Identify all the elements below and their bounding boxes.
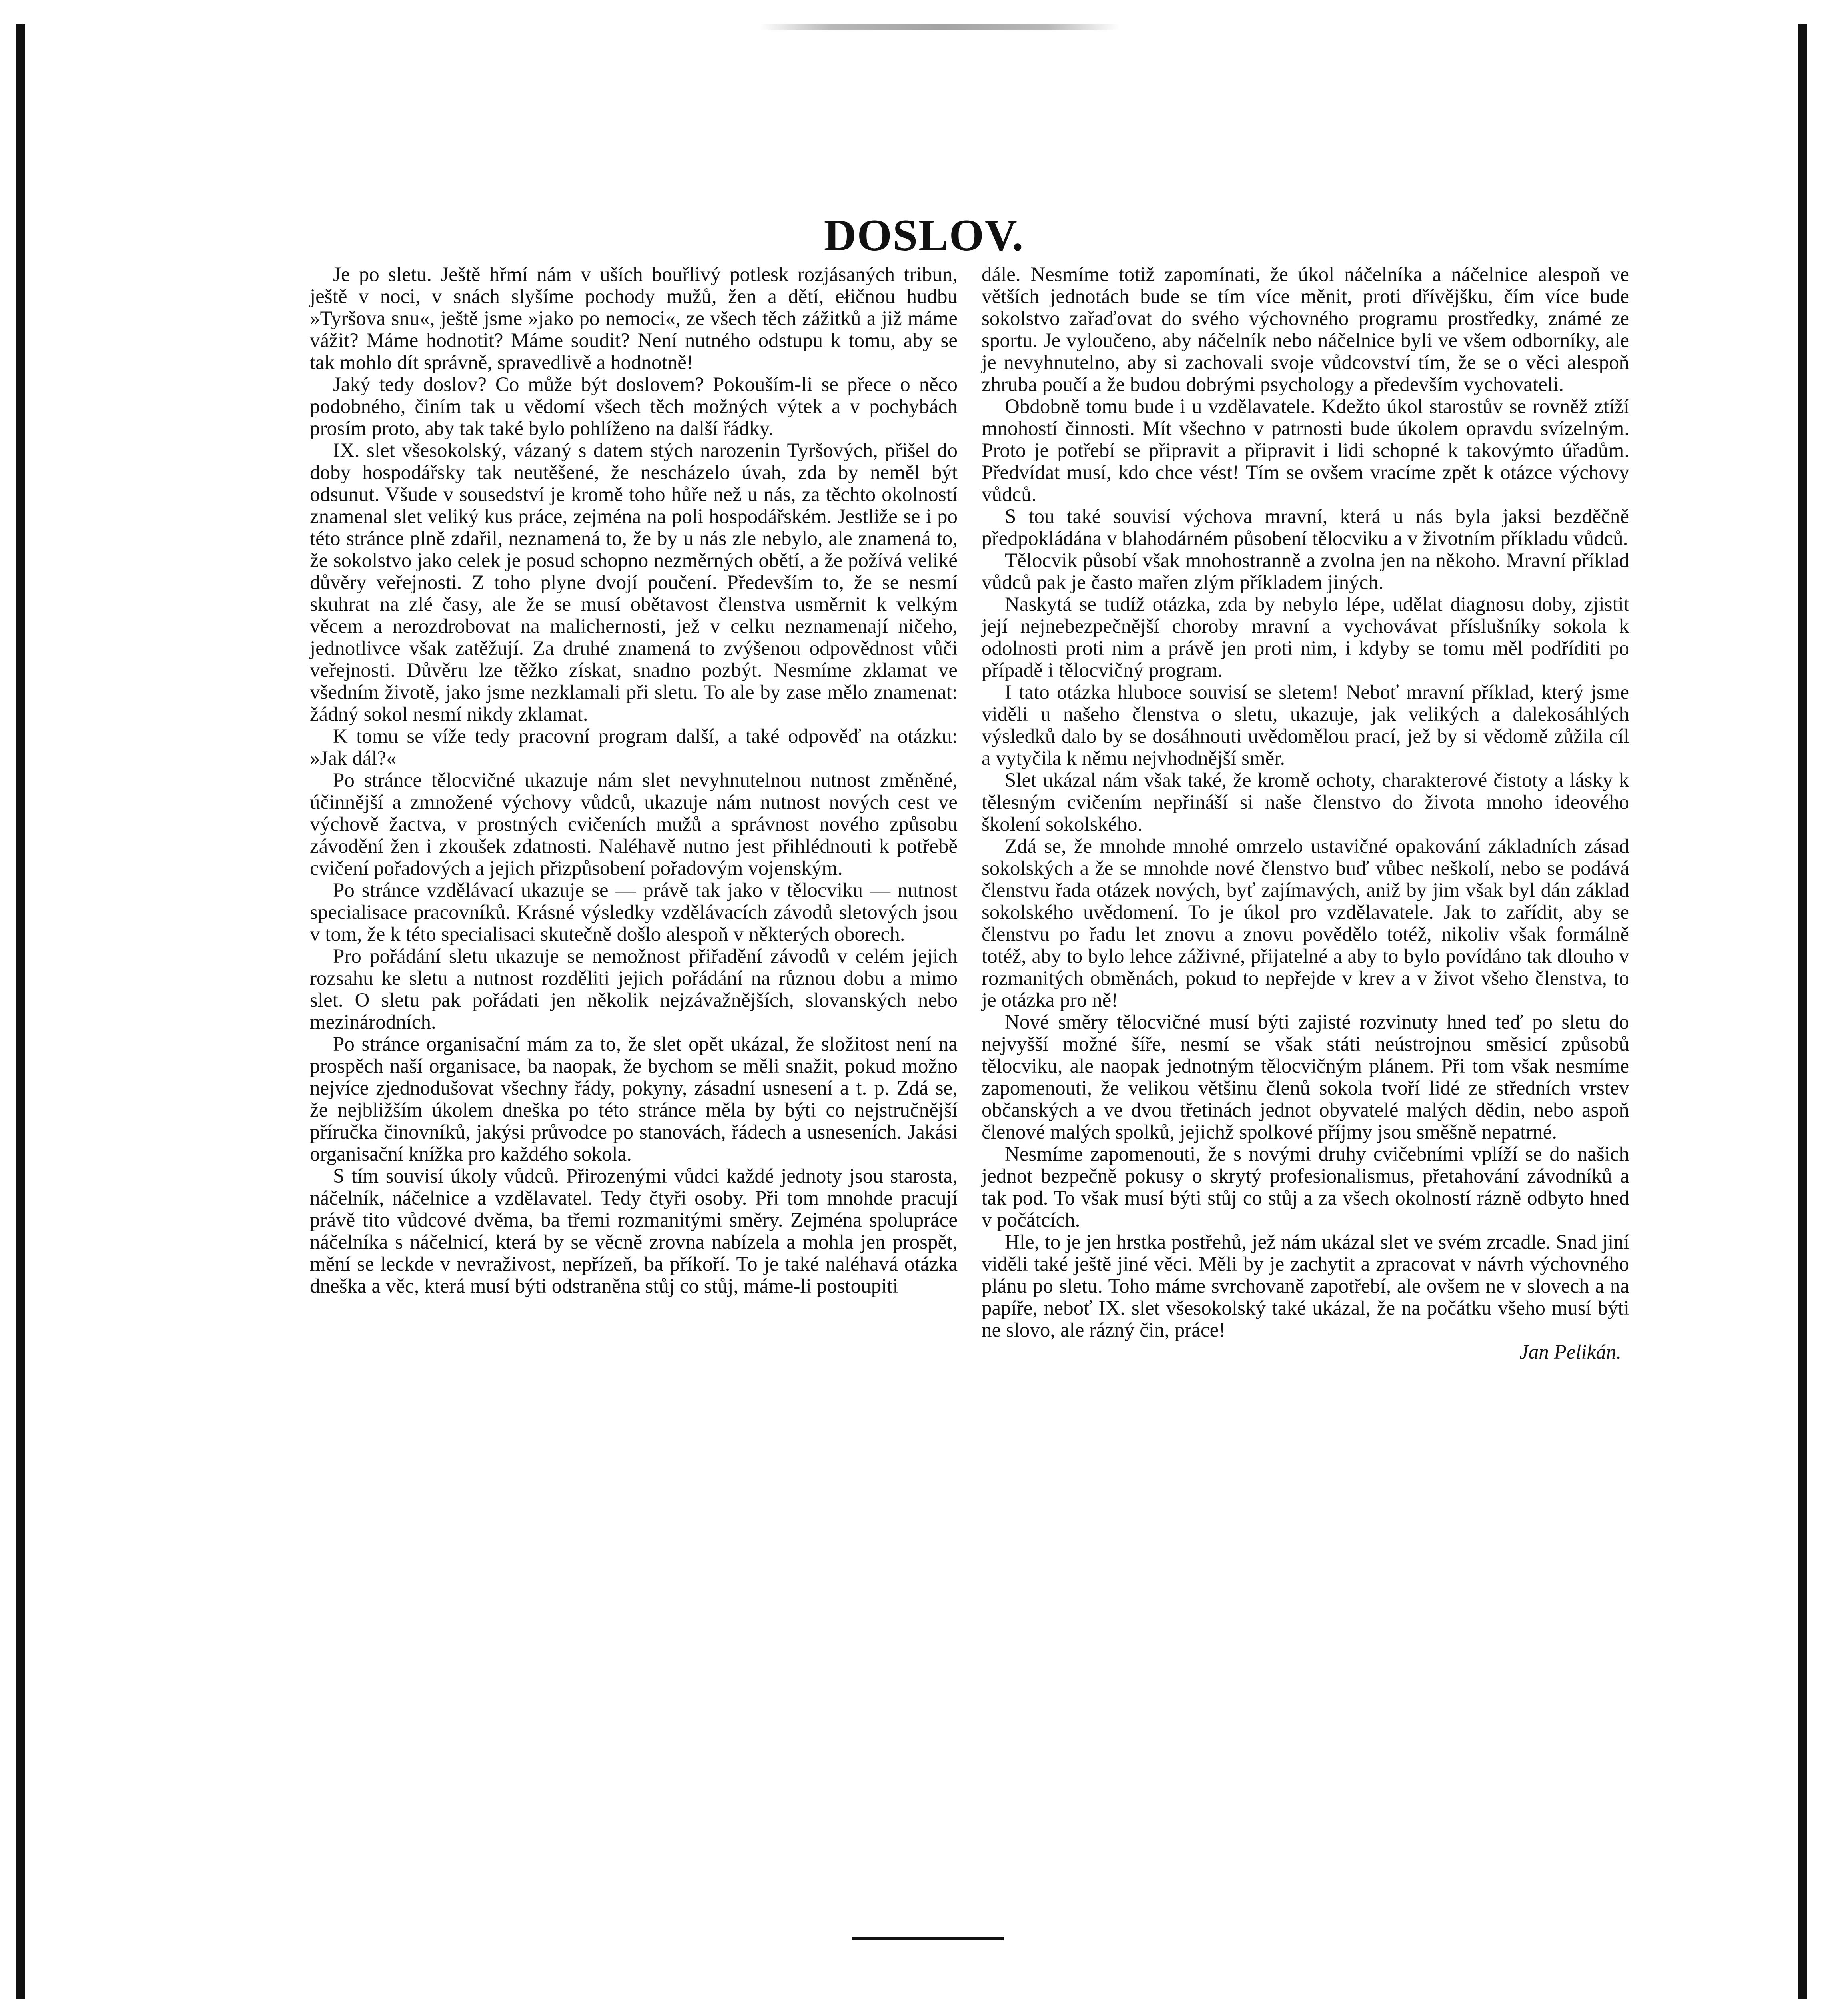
paragraph: Naskytá se tudíž otázka, zda by nebylo lépe, udělat diagnosu doby, zjistit její nejnebezpečnější choroby mravní a vychovávat příslušníky sokola k odolnosti proti nim a právě jen proti nim, i kdyby se tomu měl podříditi po případě i tělocvičný program. — [982, 593, 1629, 682]
left-column — [310, 264, 958, 1297]
paragraph: K tomu se víže tedy pracovní program další, a také odpověď na otázku: »Jak dál?« — [310, 725, 958, 770]
right-column — [982, 264, 1629, 1363]
paragraph: Nesmíme zapomenouti, že s novými druhy cvičebními vplíží se do našich jednot bezpečně pokusy o skrytý profesionalismus, přetahování závodníků a tak pod. To však musí býti stůj co stůj a za všech okolností rázně odbyto hned v počátcích. — [982, 1143, 1629, 1231]
paragraph: Zdá se, že mnohde mnohé omrzelo ustavičné opakování základních zásad sokolských a že se mnohde nové členstvo buď vůbec neškolí, nebo se podává členstvu řada otázek nových, byť zajímavých, aniž by jim však byl dán základ sokolského uvědomení. To je úkol pro vzdělavatele. Jak to zařídit, aby se členstvu po řadu let znovu a znovu povědělo totéž, nikoliv však formálně totéž, aby to bylo lehce záživné, přijatelné a aby to bylo povídáno tak dlouho v rozmanitých obměnách, pokud to nepřejde v krev a v život všeho členstva, to je otázka pro ně! — [982, 835, 1629, 1011]
paragraph: Tělocvik působí však mnohostranně a zvolna jen na někoho. Mravní příklad vůdců pak je často mařen zlým příkladem jiných. — [982, 549, 1629, 594]
paragraph: Po stránce tělocvičné ukazuje nám slet nevyhnutelnou nutnost změněné, účinnější a zmnožené výchovy vůdců, ukazuje nám nutnost nových cest ve výchově žactva, v prostných cvičeních mužů a správnost nového způsobu závodění žen i zkoušek zdatnosti. Naléhavě nutno jest přihlédnouti k potřebě cvičení pořadových a jejich přizpůsobení pořadovým vojenským. — [310, 769, 958, 880]
paragraph: Po stránce organisační mám za to, že slet opět ukázal, že složitost není na prospěch naší organisace, ba naopak, že bychom se měli snažit, pokud možno nejvíce zjednodušovat všechny řády, pokyny, zásadní usnesení a t. p. Zdá se, že nejbližším úkolem dneška po této stránce měla by býti co nejstručnější příručka činovníků, jakýsi průvodce po stanovách, řádech a usneseních. Jakási organisační knížka pro každého sokola. — [310, 1033, 958, 1165]
paragraph: Jaký tedy doslov? Co může být doslovem? Pokouším-li se přece o něco podobného, činím tak u vědomí všech těch možných výtek a v pochybách prosím proto, aby tak také bylo pohlíženo na další řádky. — [310, 373, 958, 440]
paragraph: Slet ukázal nám však také, že kromě ochoty, charakterové čistoty a lásky k tělesným cvičením nepřináší si naše členstvo do života mnoho ideového školení sokolského. — [982, 769, 1629, 836]
section-divider — [852, 1937, 1004, 1940]
page-title: DOSLOV. — [824, 211, 1024, 261]
paragraph: Pro pořádání sletu ukazuje se nemožnost přiřadění závodů v celém jejich rozsahu ke sletu a nutnost rozděliti jejich pořádání na různou dobu a mimo slet. O sletu pak pořádati jen několik nejzávažnějších, slovanských nebo mezinárodních. — [310, 945, 958, 1033]
paragraph: dále. Nesmíme totiž zapomínati, že úkol náčelníka a náčelnice alespoň ve větších jednotách bude se tím více měnit, proti dřívějšku, čím více bude sokolstvo zařaďovat do svého výchovného programu prostředky, známé ze sportu. Je vyloučeno, aby náčelník nebo náčelnice byli ve všem odborníky, ale je nevyhnutelno, aby si zachovali svoje vůdcovství tím, že se o věci alespoň zhruba poučí a že budou dobrými psychology a především vychovateli. — [982, 263, 1629, 396]
paragraph: Hle, to je jen hrstka postřehů, jež nám ukázal slet ve svém zrcadle. Snad jiní viděli také ještě jiné věci. Měli by je zachytit a zpracovat v návrh výchovného plánu po sletu. Toho máme svrchovaně zapotřebí, ale ovšem ne v slovech a na papíře, neboť IX. slet všesokolský také ukázal, že na počátku všeho musí býti ne slovo, ale rázný čin, práce! — [982, 1231, 1629, 1341]
paragraph: S tou také souvisí výchova mravní, která u nás byla jaksi bezděčně předpokládána v blahodárném působení tělocviku a v životním příkladu vůdců. — [982, 505, 1629, 550]
paragraph: Obdobně tomu bude i u vzdělavatele. Kdežto úkol starostův se rovněž ztíží mnohostí činnosti. Mít všechno v patrnosti bude úkolem opravdu svízelným. Proto je potřebí se připravit a připravit i lidi schopné k takovýmto úřadům. Předvídat musí, kdo chce vést! Tím se ovšem vracíme zpět k otázce výchovy vůdců. — [982, 395, 1629, 506]
paragraph: Po stránce vzdělávací ukazuje se — právě tak jako v tělocviku — nutnost specialisace pracovníků. Krásné výsledky vzdělávacích závodů sletových jsou v tom, že k této specialisaci skutečně došlo alespoň v některých oborech. — [310, 879, 958, 946]
paragraph: S tím souvisí úkoly vůdců. Přirozenými vůdci každé jednoty jsou starosta, náčelník, náčelnice a vzdělavatel. Tedy čtyři osoby. Při tom mnohde pracují právě tito vůdcové dvěma, ba třemi rozmanitými směry. Zejména spolupráce náčelníka s náčelnicí, která by se věcně zrovna nabízela a mohla jen prospět, mění se leckde v nevraživost, nepřízeň, ba příkoří. To je také naléhavá otázka dneška a věc, která musí býti odstraněna stůj co stůj, máme-li postoupiti — [310, 1165, 958, 1297]
paragraph: I tato otázka hluboce souvisí se sletem! Neboť mravní příklad, který jsme viděli u našeho členstva o sletu, ukazuje, jak velikých a dalekosáhlých výsledků dalo by se dosáhnouti uvědomělou prací, jež by si vědomě zůžila cíl a vytyčila k němu nejvhodnější směr. — [982, 681, 1629, 770]
author-signature: Jan Pelikán. — [1519, 1341, 1621, 1363]
paragraph: Je po sletu. Ještě hřmí nám v uších bouřlivý potlesk rozjásaných tribun, ještě v noci, v snách slyšíme pochody mužů, žen a dětí, ełičnou hudbu »Tyršova snu«, ještě jsme »jako po nemoci«, ze všech těch zážitků a již máme vážit? Máme hodnotit? Máme soudit? Není nutného odstupu k tomu, aby se tak mohlo dít správně, spravedlivě a hodnotně! — [310, 263, 958, 374]
paragraph: IX. slet všesokolský, vázaný s datem stých narozenin Tyršových, přišel do doby hospodářsky tak neutěšené, že nescházelo úvah, zda by neměl být odsunut. Všude v sousedství je kromě toho hůře než u nás, za těchto okolností znamenal slet veliký kus práce, zejména na poli hospodářském. Jestliže se i po této stránce plně zdařil, neznamená to, že by u nás zle nebylo, ale znamená to, že sokolstvo jako celek je posud schopno nezměrných obětí, a že požívá veliké důvěry veřejnosti. Z toho plyne dvojí poučení. Především to, že se nesmí skuhrat na zlé časy, ale že se musí obětavost členstva usměrnit k velkým věcem a nerozdrobovat na malichernosti, jež v celku neznamenají ničeho, jednotlivce však zatěžují. Za druhé znamená to zvýšenou odpovědnost vůči veřejnosti. Důvěru lze těžko získat, snadno pozbýt. Nesmíme zklamat ve všedním životě, jako jsme nezklamali při sletu. To ale by zase mělo znamenat: žádný sokol nesmí nikdy zklamat. — [310, 439, 958, 726]
scan-smudge — [760, 24, 1120, 30]
paragraph: Nové směry tělocvičné musí býti zajisté rozvinuty hned teď po sletu do nejvyšší možné šíře, nesmí se však státi neústrojnou směsicí způsobů tělocviku, ale naopak jednotným tělocvičným plánem. Při tom však nesmíme zapomenouti, že velikou většinu členů sokola tvoří lidé ze středních vrstev občanských a ve dvou třetinách jednot obyvatelé malých dědin, nebo aspoň členové malých spolků, jejichž spolkové příjmy jsou směšně nepatrné. — [982, 1011, 1629, 1143]
